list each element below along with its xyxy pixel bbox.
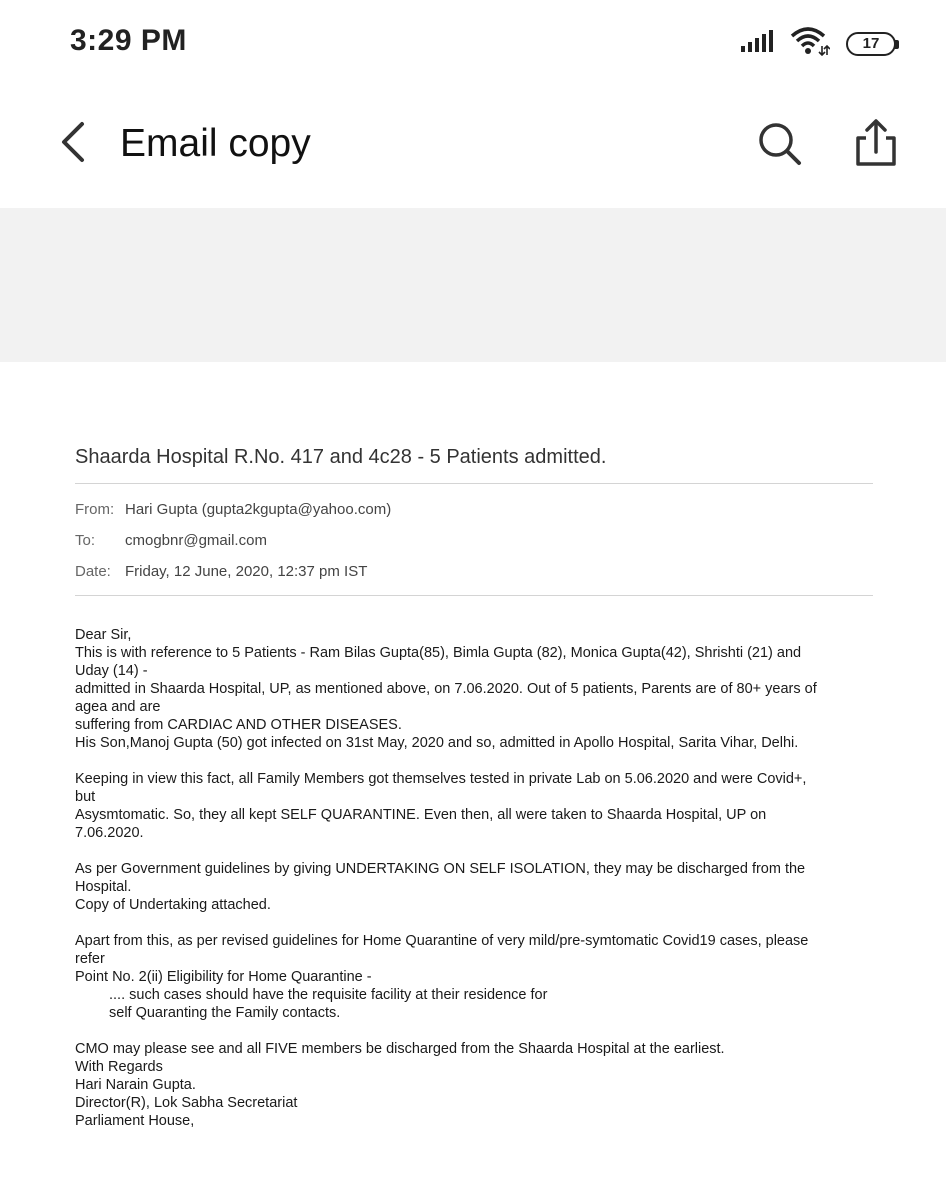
from-label: From: [75, 501, 115, 518]
divider [75, 483, 873, 484]
status-bar [0, 0, 946, 86]
to-value: cmogbnr@gmail.com [125, 532, 267, 549]
body-line: With Regards [75, 1059, 163, 1075]
body-line: Keeping in view this fact, all Family Members got themselves tested in private Lab on 5.06.2020 and were Covid+, [75, 771, 807, 787]
date-label: Date: [75, 563, 111, 580]
body-line: Dear Sir, [75, 627, 132, 643]
body-line: This is with reference to 5 Patients - Ram Bilas Gupta(85), Bimla Gupta (82), Monica Gupta(42), Shrishti (21) and [75, 645, 802, 661]
body-line: As per Government guidelines by giving UNDERTAKING ON SELF ISOLATION, they may be discharged from the [75, 861, 806, 877]
from-value: Hari Gupta (gupta2kgupta@yahoo.com) [125, 501, 392, 518]
header-band [0, 208, 946, 362]
wifi-icon [790, 26, 830, 61]
body-line: CMO may please see and all FIVE members be discharged from the Shaarda Hospital at the earliest. [75, 1041, 725, 1057]
body-line: Apart from this, as per revised guidelines for Home Quarantine of very mild/pre-symtomatic Covid19 cases, please [75, 933, 809, 949]
battery-icon [846, 32, 896, 56]
body-line: Point No. 2(ii) Eligibility for Home Quarantine - [75, 969, 372, 985]
email-to [75, 532, 267, 549]
divider [75, 595, 873, 596]
body-line: 7.06.2020. [75, 825, 144, 841]
page-title: Email copy [120, 122, 311, 165]
body-line: .... such cases should have the requisite facility at their residence for [109, 987, 548, 1003]
search-icon [756, 155, 804, 172]
share-button[interactable] [852, 116, 900, 168]
body-line: Copy of Undertaking attached. [75, 897, 271, 913]
to-label: To: [75, 532, 96, 549]
status-time: 3:29 PM [70, 24, 187, 57]
email-date [75, 563, 367, 580]
body-line: agea and are [75, 699, 161, 715]
body-line: Parliament House, [75, 1113, 195, 1129]
body-line: self Quaranting the Family contacts. [109, 1005, 341, 1021]
body-line: Hari Narain Gupta. [75, 1077, 196, 1093]
body-line: refer [75, 951, 105, 967]
body-line: Asysmtomatic. So, they all kept SELF QUARANTINE. Even then, all were taken to Shaarda Hospital, UP on [75, 807, 767, 823]
body-line: Director(R), Lok Sabha Secretariat [75, 1095, 298, 1111]
email-subject: Shaarda Hospital R.No. 417 and 4c28 - 5 Patients admitted. [75, 446, 607, 468]
email-from [75, 501, 391, 518]
body-line: Hospital. [75, 879, 132, 895]
body-line: His Son,Manoj Gupta (50) got infected on 31st May, 2020 and so, admitted in Apollo Hospital, Sarita Vihar, Delhi. [75, 735, 799, 751]
battery-level: 17 [862, 35, 880, 52]
share-icon [852, 155, 900, 172]
date-value: Friday, 12 June, 2020, 12:37 pm IST [125, 563, 368, 580]
signal-icon [740, 30, 774, 57]
email-body [75, 626, 875, 1130]
chevron-left-icon [58, 120, 86, 169]
search-button[interactable] [756, 120, 804, 168]
body-line: admitted in Shaarda Hospital, UP, as mentioned above, on 7.06.2020. Out of 5 patients, Parents are of 80+ years of [75, 681, 817, 697]
body-line: Uday (14) - [75, 663, 148, 679]
status-icons [740, 26, 896, 61]
back-button[interactable] [52, 120, 92, 168]
body-line: suffering from CARDIAC AND OTHER DISEASES. [75, 717, 402, 733]
body-line: but [75, 789, 96, 805]
app-bar [0, 86, 946, 208]
